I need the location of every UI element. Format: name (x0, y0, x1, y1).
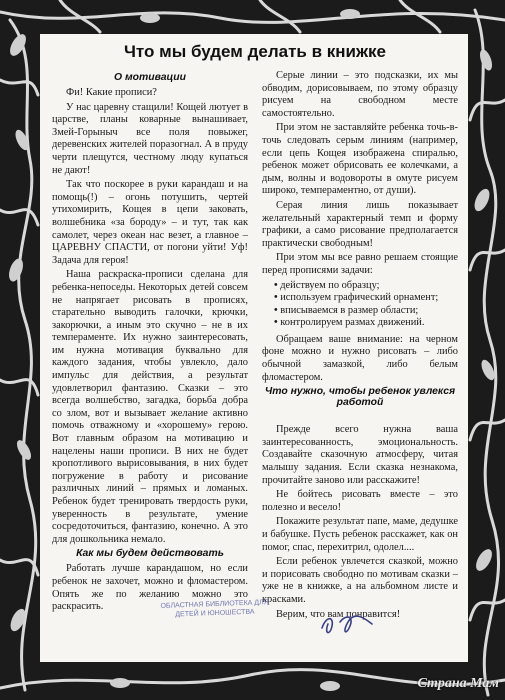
paragraph: При этом мы все равно решаем стоящие перед прописями задачи: (262, 252, 458, 276)
paragraph: Покажите результат папе, маме, дедушке и бабушке. Пусть ребенок расскажет, как он помог, спас, перехитрил, одолел.... (262, 516, 458, 553)
paragraph: Не бойтесь рисовать вместе – это полезно и весело! (262, 489, 458, 513)
section-heading-engagement: Что нужно, чтобы ребенок увлекся работой (264, 386, 456, 409)
list-item: • используем графический орнамент; (274, 292, 458, 305)
paragraph: Серая линия лишь показывает желательный характерный темп и форму графики, а само рисование предполагается практически свободным! (262, 199, 458, 249)
paragraph: Фи! Какие прописи? (66, 87, 157, 98)
right-column (262, 70, 458, 623)
paragraph: При этом не заставляйте ребенка точь-в-точь следовать серым линиям (например, если цепь Кощея изображена спиралью, ребенок может обрисовать ее колечками, а дым, волны и водовороты в омуте рисуем широко, темпераментно, от души). (262, 122, 458, 197)
list-item: • действуем по образцу; (274, 280, 458, 293)
left-column (52, 70, 248, 623)
watermark: Страна Мам (417, 676, 499, 691)
signature (318, 610, 378, 638)
library-stamp: ОБЛАСТНАЯ БИБЛИОТЕКА ДЛЯ ДЕТЕЙ И ЮНОШЕСТВА (160, 599, 269, 619)
paragraph: Обращаем ваше внимание: на черном фоне можно и нужно рисовать – либо обычной замазкой, либо белым фломастером. (262, 333, 458, 383)
list-item: • контролируем размах движений. (274, 317, 458, 330)
section-heading-how: Как мы будем действовать (76, 548, 224, 560)
paragraph: Так что поскорее в руки карандаш и на помощь(!) – огонь потушить, чертей утихомирить, Кощея в цепи заковать, волшебника «за бороду» – и тут, так как самолет, через океан нас везет, а главное – ЦАРЕВНУ СПАСТИ, от погони уйти! Уф! Задача для героя! (52, 179, 248, 266)
paragraph: Прежде всего нужна ваша заинтересованность, эмоциональность. Создавайте сказочную атмосферу, читая малышу задания. Если сказка незнакома, прочитайте заново или расскажите! (262, 424, 458, 486)
page-title: Что мы будем делать в книжке (123, 42, 386, 61)
paragraph: Наша раскраска-прописи сделана для ребенка-непоседы. Некоторых детей совсем не напрягает рисовать в прописях, старательно выводить галочки, крючки, закорючки, а иным это скучно – не в их темпераменте. Их нужно заинтересовать, им нужна мотивация буквально для каждого задания, чтобы увлекло, дало импульс для действия, а результат удовлетворил фантазию. Сказки – это всегда волшебство, загадка, борьба добра со злом, вот и вызывает желание активно помочь отважному и «хорошему» герою. Вот главным образом на мотивацию и нацелены наши прописи. В них не будет кропотливого вырисовывания, в них будет погружение в работу и рисование различных линий – прямых и ломаных. Ребенок будет тренировать твердость руки, уверенность в результате, умение сосредоточиться, фантазию, конечно. А это для дошкольника немало. (52, 269, 248, 545)
list-item: • вписываемся в размер области; (274, 305, 458, 318)
text-page (40, 34, 468, 662)
task-list (262, 280, 458, 330)
paragraph: У нас царевну стащили! Кощей лютует в царстве, планы коварные вынашивает, Змей-Горыныч все поля повыжег, деревенских жителей поразогнал. А в пруду черти плещутся, честному люду купаться не дают! (52, 101, 248, 176)
paragraph: Работать лучше карандашом, но если ребенок не захочет, можно и фломастером. Опять же по желанию можно это раскрасить. (52, 563, 248, 613)
section-heading-motivation: О мотивации (114, 72, 186, 83)
paragraph: Верим, что вам понравится! (276, 608, 401, 620)
paragraph: Серые линии – это подсказки, их мы обводим, дорисовываем, по этому образцу рисуем на свободном месте самостоятельно. (262, 70, 458, 119)
paragraph: Если ребенок увлечется сказкой, можно и порисовать свободно по мотивам сказки – уже не в книжке, а на альбомном листе и красками. (262, 556, 458, 605)
